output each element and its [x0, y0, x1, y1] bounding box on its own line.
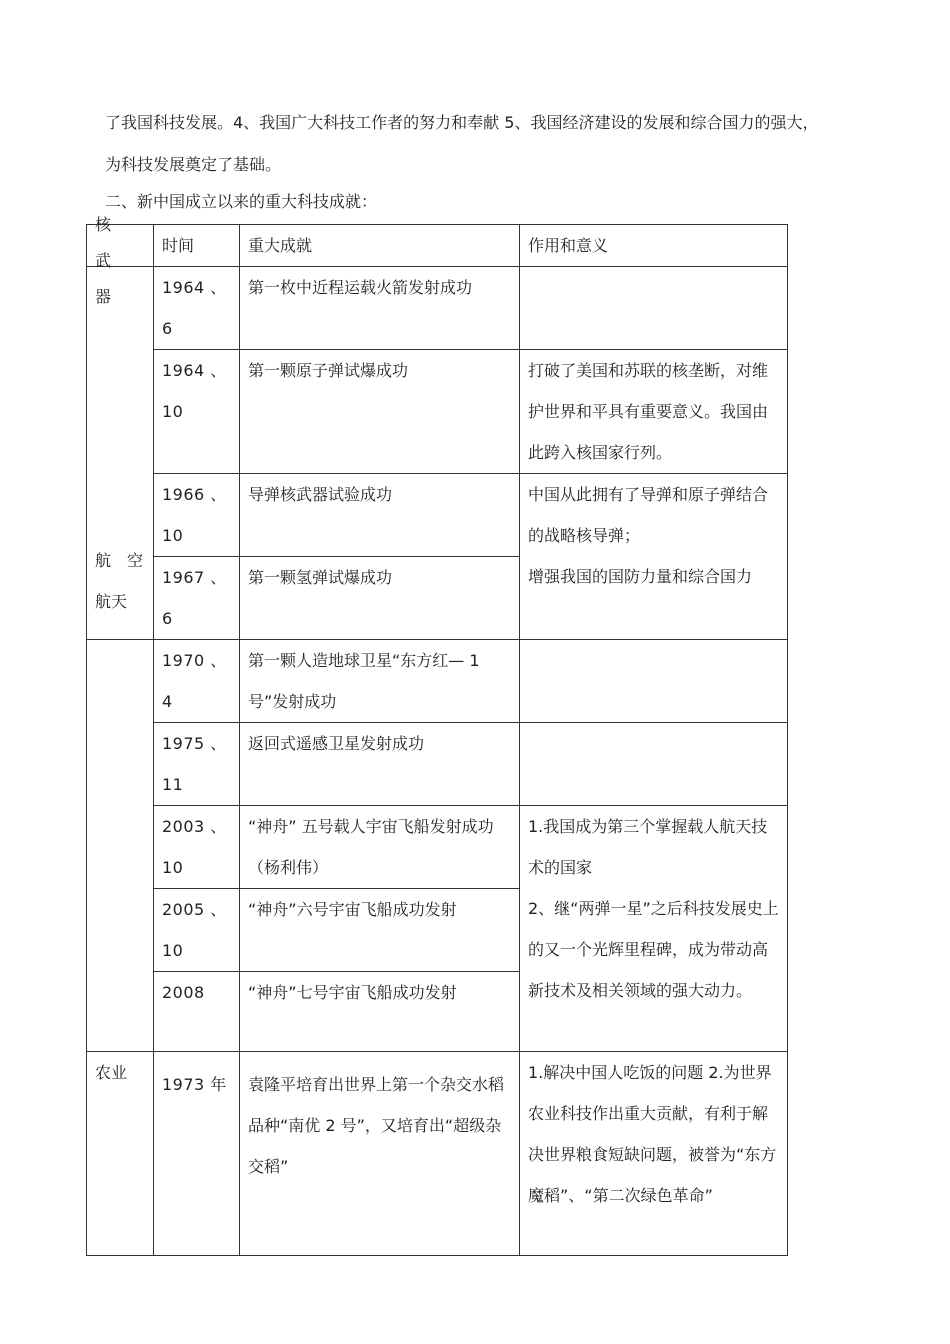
table-row	[87, 350, 788, 474]
achievement-cell: “神舟”六号宇宙飞船成功发射	[240, 889, 520, 972]
header-achievement: 重大成就	[240, 225, 520, 267]
table-row	[87, 474, 788, 557]
achievement-cell: 返回式遥感卫星发射成功	[240, 723, 520, 806]
achievement-cell: 第一颗原子弹试爆成功	[240, 350, 520, 474]
meaning-cell	[520, 723, 788, 806]
time-cell: 1964 、6	[154, 267, 240, 350]
paragraph-line-2: 为科技发展奠定了基础。	[105, 155, 282, 174]
table-row	[87, 723, 788, 806]
table-header-row	[87, 225, 788, 267]
achievement-cell: “神舟” 五号载人宇宙飞船发射成功（杨利伟）	[240, 806, 520, 889]
table-row	[87, 640, 788, 723]
category-agriculture: 农业	[87, 1052, 154, 1256]
meaning-cell	[520, 640, 788, 723]
header-meaning: 作用和意义	[520, 225, 788, 267]
meaning-cell: 中国从此拥有了导弹和原子弹结合的战略核导弹； 增强我国的国防力量和综合国力	[520, 474, 788, 640]
time-cell: 2005 、10	[154, 889, 240, 972]
table-row	[87, 1052, 788, 1256]
achievement-cell: 袁隆平培育出世界上第一个杂交水稻品种“南优 2 号”，又培育出“超级杂交稻”	[240, 1052, 520, 1256]
paragraph-line-1: 了我国科技发展。4、我国广大科技工作者的努力和奉献 5、我国经济建设的发展和综合国力的强大，	[105, 113, 819, 132]
category-label: 核 武 器	[95, 215, 112, 306]
table-row	[87, 806, 788, 889]
time-cell: 1964 、10	[154, 350, 240, 474]
time-cell: 2008	[154, 972, 240, 1052]
time-cell: 1966 、10	[154, 474, 240, 557]
time-cell: 1967 、6	[154, 557, 240, 640]
time-cell: 1975 、11	[154, 723, 240, 806]
meaning-cell	[520, 267, 788, 350]
section-title: 二、新中国成立以来的重大科技成就：	[105, 192, 378, 211]
meaning-cell: 1.解决中国人吃饭的问题 2.为世界农业科技作出重大贡献，有利于解决世界粮食短缺问题，被誉为“东方魔稻”、“第二次绿色革命”	[520, 1052, 788, 1256]
meaning-cell: 1.我国成为第三个掌握载人航天技术的国家 2、继“两弹一星”之后科技发展史上的又一个光辉里程碑，成为带动高新技术及相关领域的强大动力。	[520, 806, 788, 1052]
achievements-table	[86, 215, 788, 1256]
category-space	[87, 551, 154, 1052]
achievement-cell: 第一枚中近程运载火箭发射成功	[240, 267, 520, 350]
meaning-cell: 打破了美国和苏联的核垄断，对维护世界和平具有重要意义。我国由此跨入核国家行列。	[520, 350, 788, 474]
header-time: 时间	[154, 225, 240, 267]
time-cell: 1973 年	[154, 1052, 240, 1256]
achievement-cell: 第一颗氢弹试爆成功	[240, 557, 520, 640]
achievement-cell: 第一颗人造地球卫星“东方红— 1 号”发射成功	[240, 640, 520, 723]
time-cell: 2003 、10	[154, 806, 240, 889]
table-row	[87, 267, 788, 350]
achievement-cell: 导弹核武器试验成功	[240, 474, 520, 557]
category-label: 航 空 航天	[95, 551, 144, 611]
achievement-cell: “神舟”七号宇宙飞船成功发射	[240, 972, 520, 1052]
time-cell: 1970 、4	[154, 640, 240, 723]
